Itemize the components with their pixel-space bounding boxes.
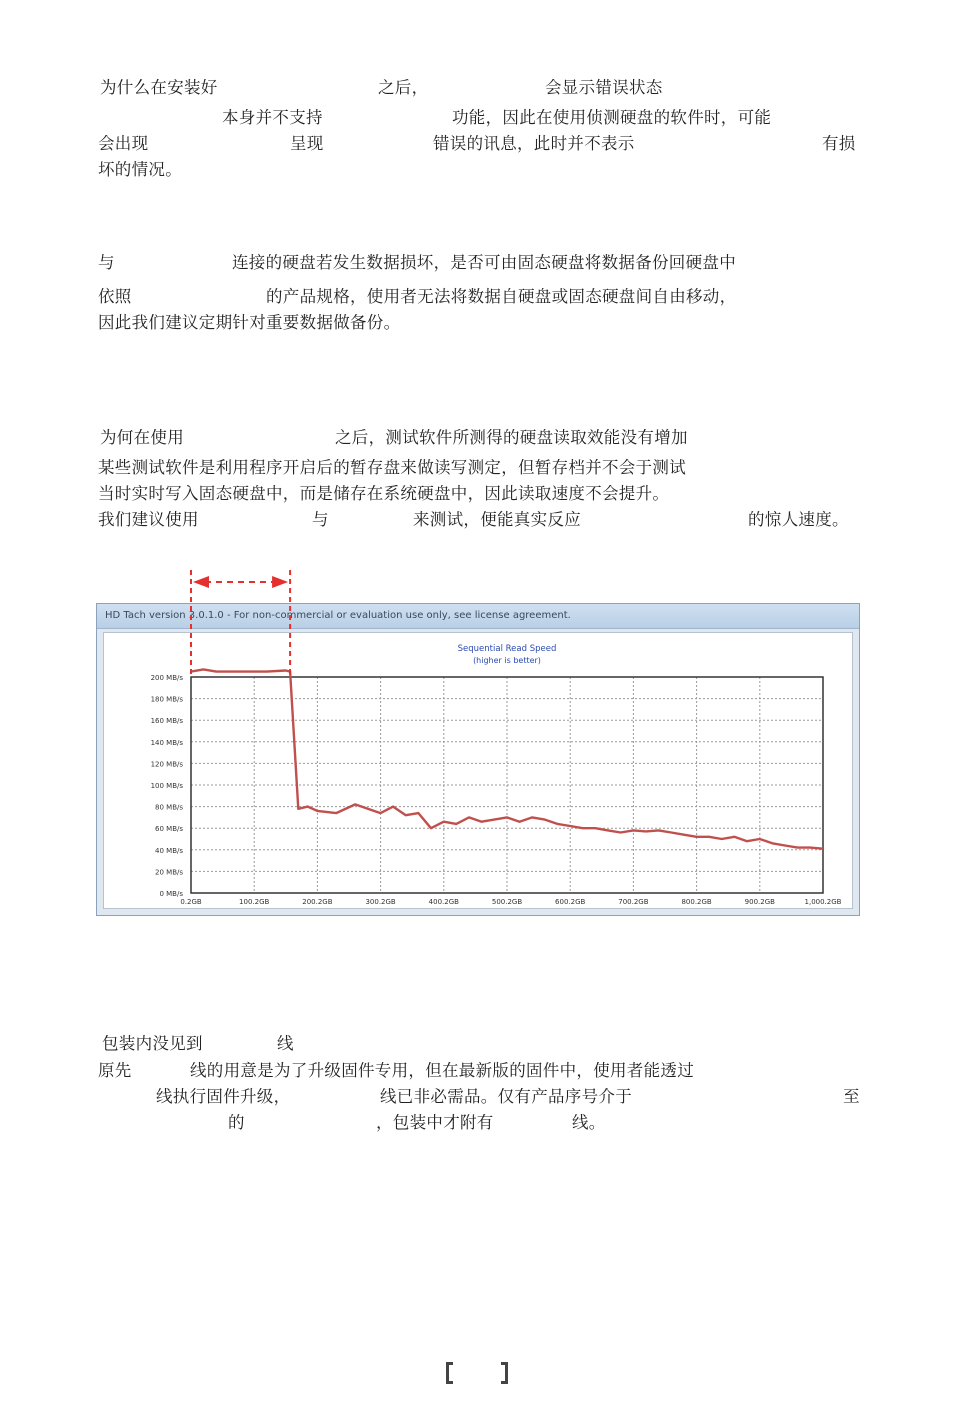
y-tick-label-10: 200 MB/s bbox=[150, 674, 183, 682]
chart-subtitle: (higher is better) bbox=[473, 656, 541, 665]
answer-text-4-3: 线执行固件升级， bbox=[156, 1087, 291, 1106]
answer-text-2-1: 依照 bbox=[98, 287, 132, 306]
y-tick-label-6: 120 MB/s bbox=[150, 760, 183, 769]
answer-text-4-6: 的 bbox=[228, 1113, 245, 1132]
chart-title: Sequential Read Speed bbox=[457, 644, 557, 654]
x-tick-label-0: 0.2GB bbox=[180, 898, 202, 906]
x-tick-label-6: 600.2GB bbox=[555, 898, 586, 906]
answer-text-2-3: 因此我们建议定期针对重要数据做备份。 bbox=[98, 313, 401, 332]
y-tick-label-7: 140 MB/s bbox=[150, 738, 183, 747]
answer-text-1-4: 呈现 bbox=[290, 134, 324, 153]
question-text-1-3: 会显示错误状态 bbox=[545, 78, 663, 97]
question-text-2-2: 连接的硬盘若发生数据损坏，是否可由固态硬盘将数据备份回硬盘中 bbox=[232, 253, 736, 272]
question-text-1-2: 之后， bbox=[378, 78, 429, 97]
answer-text-1-6: 有损 bbox=[822, 134, 856, 153]
answer-text-4-5: 至 bbox=[843, 1087, 860, 1106]
question-text-3-2: 之后，测试软件所测得的硬盘读取效能没有增加 bbox=[335, 428, 688, 447]
y-tick-label-9: 180 MB/s bbox=[150, 695, 183, 704]
bracket-right bbox=[501, 1362, 508, 1384]
window-titlebar bbox=[97, 604, 859, 629]
answer-text-1-3: 会出现 bbox=[98, 134, 149, 153]
question-text-4-2: 线 bbox=[277, 1034, 294, 1053]
answer-text-1-5: 错误的讯息，此时并不表示 bbox=[433, 134, 635, 153]
y-tick-label-0: 0 MB/s bbox=[159, 890, 183, 898]
read-speed-chart bbox=[104, 633, 854, 907]
answer-text-4-4: 线已非必需品。仅有产品序号介于 bbox=[380, 1087, 632, 1106]
y-tick-label-3: 60 MB/s bbox=[155, 825, 183, 834]
y-tick-label-1: 20 MB/s bbox=[155, 868, 183, 877]
answer-text-3-4: 与 bbox=[312, 510, 329, 529]
answer-text-1-7: 坏的情况。 bbox=[98, 160, 182, 179]
answer-text-3-6: 的惊人速度。 bbox=[748, 510, 849, 529]
answer-text-3-2: 当时实时写入固态硬盘中，而是储存在系统硬盘中，因此读取速度不会提升。 bbox=[98, 484, 670, 503]
x-tick-label-3: 300.2GB bbox=[365, 898, 396, 906]
y-tick-label-8: 160 MB/s bbox=[150, 717, 183, 726]
x-tick-label-8: 800.2GB bbox=[681, 898, 712, 906]
x-tick-label-2: 200.2GB bbox=[302, 898, 333, 906]
bracket-left bbox=[446, 1362, 453, 1384]
answer-text-2-2: 的产品规格，使用者无法将数据自硬盘或固态硬盘间自由移动， bbox=[266, 287, 737, 306]
answer-text-4-7: ，包装中才附有 bbox=[376, 1113, 494, 1132]
hdtach-screenshot bbox=[96, 603, 860, 916]
answer-text-1-1: 本身并不支持 bbox=[222, 108, 323, 127]
answer-text-4-8: 线。 bbox=[572, 1113, 606, 1132]
answer-text-3-5: 来测试，便能真实反应 bbox=[413, 510, 581, 529]
x-tick-label-7: 700.2GB bbox=[618, 898, 649, 906]
answer-text-4-1: 原先 bbox=[98, 1061, 132, 1080]
y-tick-label-5: 100 MB/s bbox=[150, 782, 183, 790]
question-text-1-1: 为什么在安装好 bbox=[100, 78, 218, 97]
question-text-2-1: 与 bbox=[98, 253, 115, 272]
y-tick-label-2: 40 MB/s bbox=[155, 846, 183, 855]
annotation-arrowhead-left bbox=[193, 576, 209, 588]
answer-text-4-2: 线的用意是为了升级固件专用，但在最新版的固件中，使用者能透过 bbox=[190, 1061, 694, 1080]
x-tick-label-1: 100.2GB bbox=[239, 898, 270, 906]
question-text-4-1: 包装内没见到 bbox=[102, 1034, 203, 1053]
y-tick-label-4: 80 MB/s bbox=[155, 803, 183, 812]
x-tick-label-4: 400.2GB bbox=[428, 898, 459, 906]
annotation-arrowhead-right bbox=[272, 576, 288, 588]
question-text-3-1: 为何在使用 bbox=[100, 428, 184, 447]
x-tick-label-9: 900.2GB bbox=[744, 898, 775, 906]
page-number bbox=[446, 1362, 508, 1386]
x-tick-label-5: 500.2GB bbox=[491, 898, 523, 906]
x-tick-label-10: 1,000.2GB bbox=[804, 898, 842, 906]
answer-text-1-2: 功能，因此在使用侦测硬盘的软件时，可能 bbox=[452, 108, 772, 127]
window-title: HD Tach version 3.0.1.0 - For non-commercial or evaluation use only, see license agreement. bbox=[105, 610, 571, 621]
chart-area bbox=[103, 632, 853, 909]
answer-text-3-1: 某些测试软件是利用程序开启后的暂存盘来做读写测定，但暂存档并不会于测试 bbox=[98, 458, 686, 477]
answer-text-3-3: 我们建议使用 bbox=[98, 510, 199, 529]
